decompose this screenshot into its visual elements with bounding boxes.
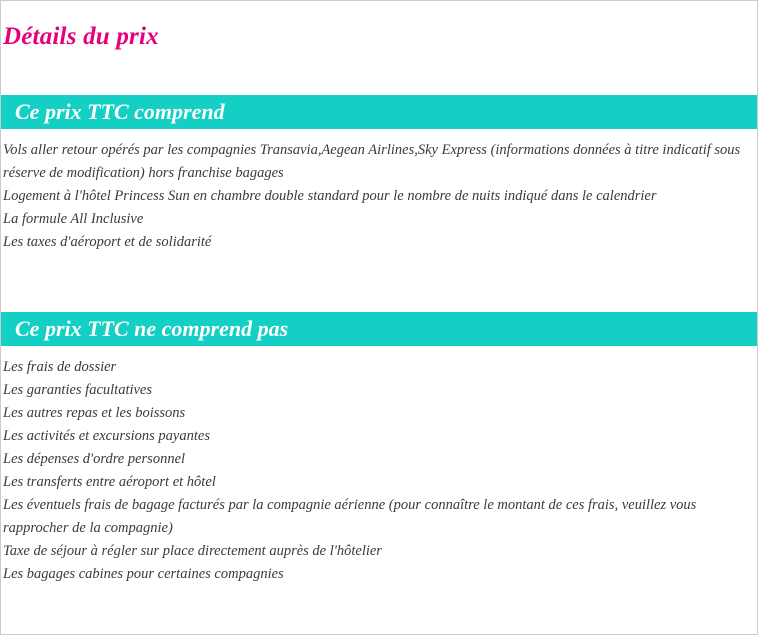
list-item: Les taxes d'aéroport et de solidarité	[3, 234, 212, 250]
section-excluded-list	[1, 346, 757, 586]
section-price-includes	[1, 95, 757, 254]
list-item: Les transferts entre aéroport et hôtel	[3, 474, 216, 490]
list-item: Logement à l'hôtel Princess Sun en chambre double standard pour le nombre de nuits indiqué dans le calendrier	[3, 188, 657, 204]
list-item: Les bagages cabines pour certaines compagnies	[3, 566, 284, 582]
page-title: Détails du prix	[3, 23, 159, 50]
list-item: La formule All Inclusive	[3, 211, 144, 227]
list-item: Les autres repas et les boissons	[3, 405, 186, 421]
list-item: Les garanties facultatives	[3, 382, 153, 398]
section-included-heading: Ce prix TTC comprend	[1, 95, 757, 129]
list-item: Les éventuels frais de bagage facturés par la compagnie aérienne (pour connaître le montant de ces frais, veuillez vous rapprocher de la compagnie)	[3, 497, 697, 536]
list-item: Les frais de dossier	[3, 359, 117, 375]
list-item: Taxe de séjour à régler sur place directement auprès de l'hôtelier	[3, 543, 382, 559]
section-excluded-heading: Ce prix TTC ne comprend pas	[1, 312, 757, 346]
price-details-page	[1, 1, 757, 634]
section-included-list	[1, 129, 757, 254]
list-item: Vols aller retour opérés par les compagnies Transavia,Aegean Airlines,Sky Express (informations données à titre indicatif sous réserve de modification) hors franchise bagages	[3, 142, 741, 181]
section-price-excludes	[1, 312, 757, 586]
list-item: Les activités et excursions payantes	[3, 428, 210, 444]
list-item: Les dépenses d'ordre personnel	[3, 451, 186, 467]
